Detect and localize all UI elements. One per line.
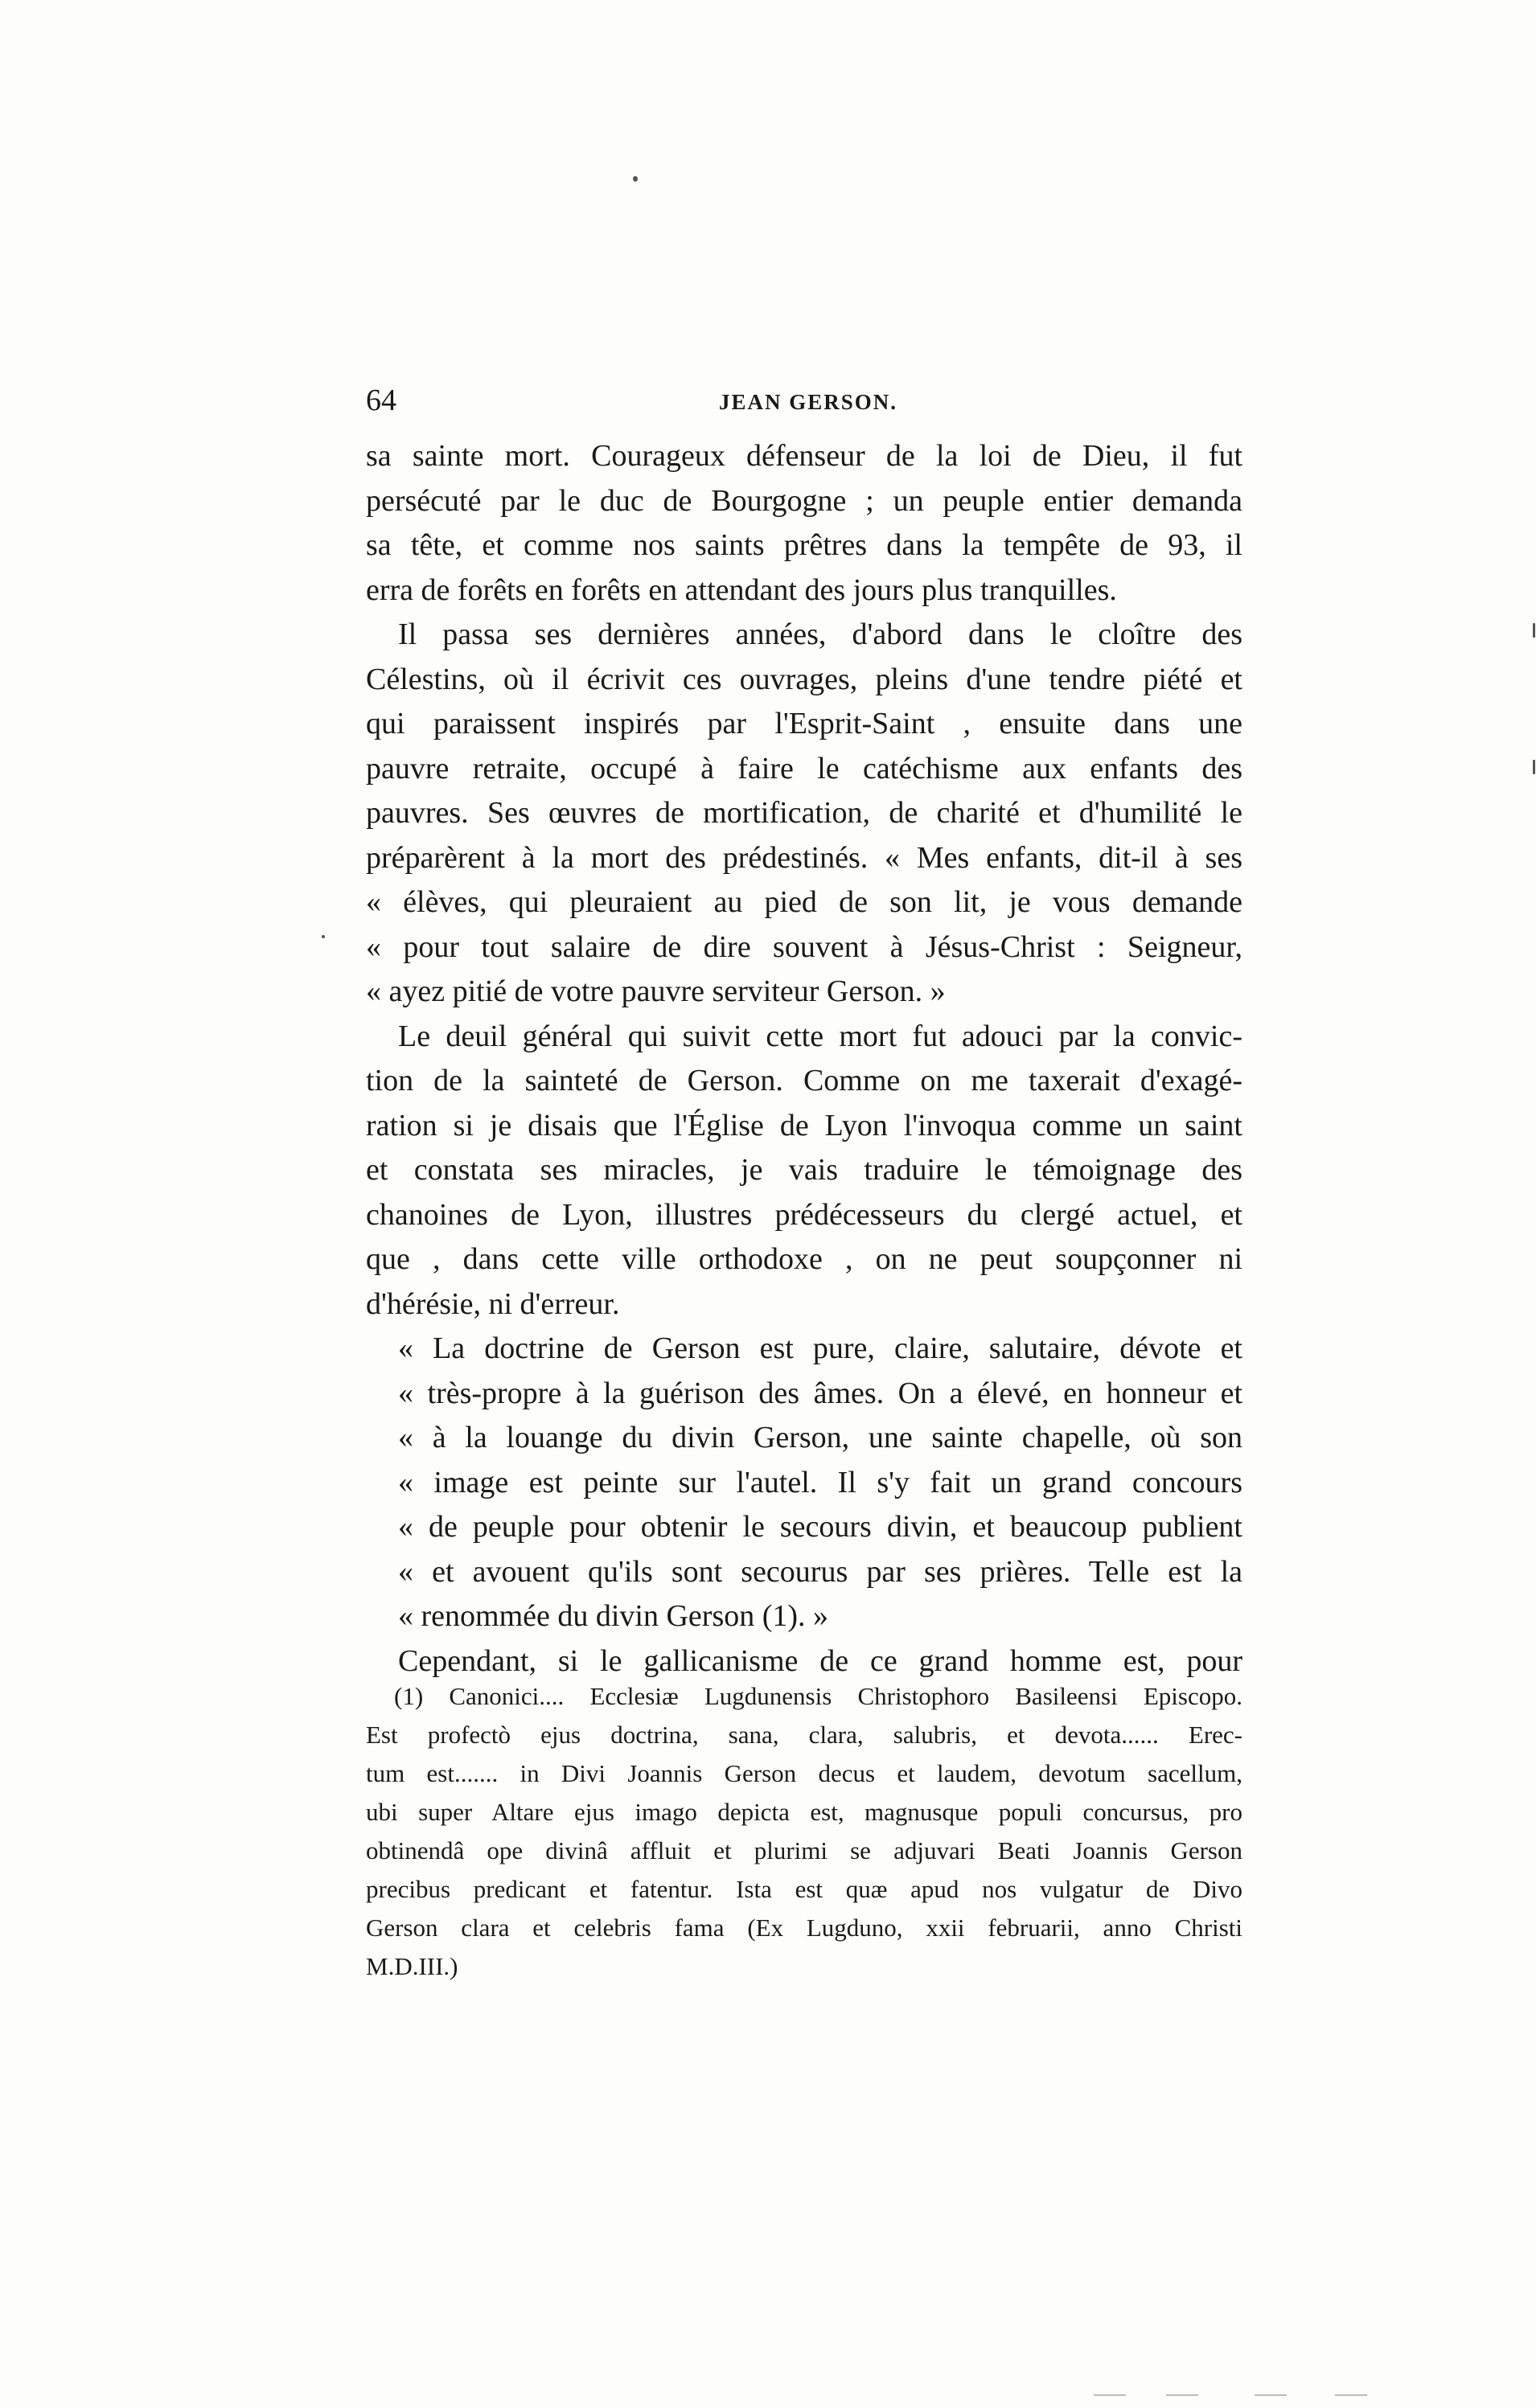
footnote-line: precibus predicant et fatentur. Ista est quæ apud nos vulgatur de Divo	[366, 1875, 1242, 1903]
scan-artifact	[1094, 2394, 1126, 2396]
text-line: préparèrent à la mort des prédestinés. « Mes enfants, dit-il à ses	[366, 840, 1242, 875]
text-line: Il passa ses dernières années, d'abord dans le cloître des	[398, 617, 1242, 651]
text-line: pauvre retraite, occupé à faire le catéchisme aux enfants des	[366, 751, 1242, 786]
scan-speck	[1533, 623, 1535, 638]
footnote	[366, 1677, 1242, 1986]
scan-artifact	[1255, 2394, 1287, 2396]
text-line: « ayez pitié de votre pauvre serviteur Gerson. »	[366, 974, 946, 1008]
quote-line: « La doctrine de Gerson est pure, claire, salutaire, dévote et	[398, 1331, 1242, 1365]
quote-line: « image est peinte sur l'autel. Il s'y fait un grand concours	[398, 1465, 1242, 1499]
footnote-line: (1) Canonici.... Ecclesiæ Lugdunensis Christophoro Basileensi Episcopo.	[394, 1682, 1242, 1710]
text-line: erra de forêts en forêts en attendant des jours plus tranquilles.	[366, 572, 1117, 607]
quote-line: « renommée du divin Gerson (1). »	[398, 1599, 829, 1633]
footnote-line: Gerson clara et celebris fama (Ex Lugduno, xxii februarii, anno Christi	[366, 1914, 1242, 1942]
text-line: Le deuil général qui suivit cette mort fut adouci par la convic-	[398, 1019, 1242, 1053]
text-line: « pour tout salaire de dire souvent à Jésus-Christ : Seigneur,	[366, 929, 1242, 964]
text-line: sa sainte mort. Courageux défenseur de la loi de Dieu, il fut	[366, 439, 1242, 473]
footnote-line: obtinendâ ope divinâ affluit et plurimi se adjuvari Beati Joannis Gerson	[366, 1836, 1242, 1864]
text-line: ration si je disais que l'Église de Lyon l'invoqua comme un saint	[366, 1108, 1242, 1142]
footnote-line: Est profectò ejus doctrina, sana, clara, salubris, et devota...... Erec-	[366, 1721, 1242, 1749]
text-line: qui paraissent inspirés par l'Esprit-Saint , ensuite dans une	[366, 707, 1242, 740]
text-line: persécuté par le duc de Bourgogne ; un peuple entier demanda	[366, 483, 1242, 518]
page-header	[366, 381, 1238, 420]
text-line: sa tête, et comme nos saints prêtres dans la tempête de 93, il	[366, 528, 1242, 562]
text-line: Cependant, si le gallicanisme de ce grand homme est, pour	[398, 1643, 1242, 1678]
text-line: tion de la sainteté de Gerson. Comme on me taxerait d'exagé-	[366, 1064, 1242, 1097]
text-line: Célestins, où il écrivit ces ouvrages, pleins d'une tendre piété et	[366, 662, 1242, 696]
quote-line: « et avouent qu'ils sont secourus par ses prières. Telle est la	[398, 1554, 1242, 1589]
footnote-line: tum est....... in Divi Joannis Gerson decus et laudem, devotum sacellum,	[366, 1759, 1242, 1787]
main-text	[366, 434, 1242, 1684]
text-line: chanoines de Lyon, illustres prédécesseurs du clergé actuel, et	[366, 1197, 1242, 1232]
quote-line: « à la louange du divin Gerson, une sainte chapelle, où son	[398, 1421, 1242, 1454]
scan-speck	[322, 935, 325, 938]
scan-speck	[633, 176, 638, 182]
text-line: et constata ses miracles, je vais traduire le témoignage des	[366, 1153, 1242, 1187]
scan-artifact	[1335, 2394, 1367, 2396]
text-line: « élèves, qui pleuraient au pied de son lit, je vous demande	[366, 885, 1242, 919]
page-number: 64	[366, 384, 396, 417]
footnote-line: ubi super Altare ejus imago depicta est, magnusque populi concursus, pro	[366, 1798, 1242, 1826]
scan-speck	[1533, 760, 1535, 774]
footnote-line: M.D.III.)	[366, 1952, 458, 1980]
text-line: pauvres. Ses œuvres de mortification, de charité et d'humilité le	[366, 796, 1242, 830]
scan-artifact	[1166, 2394, 1198, 2396]
text-line: d'hérésie, ni d'erreur.	[366, 1286, 620, 1321]
text-line: que , dans cette ville orthodoxe , on ne peut soupçonner ni	[366, 1242, 1242, 1276]
quote-line: « de peuple pour obtenir le secours divin, et beaucoup publient	[398, 1510, 1242, 1544]
quote-line: « très-propre à la guérison des âmes. On a élevé, en honneur et	[398, 1376, 1242, 1410]
running-title: JEAN GERSON.	[718, 390, 898, 414]
